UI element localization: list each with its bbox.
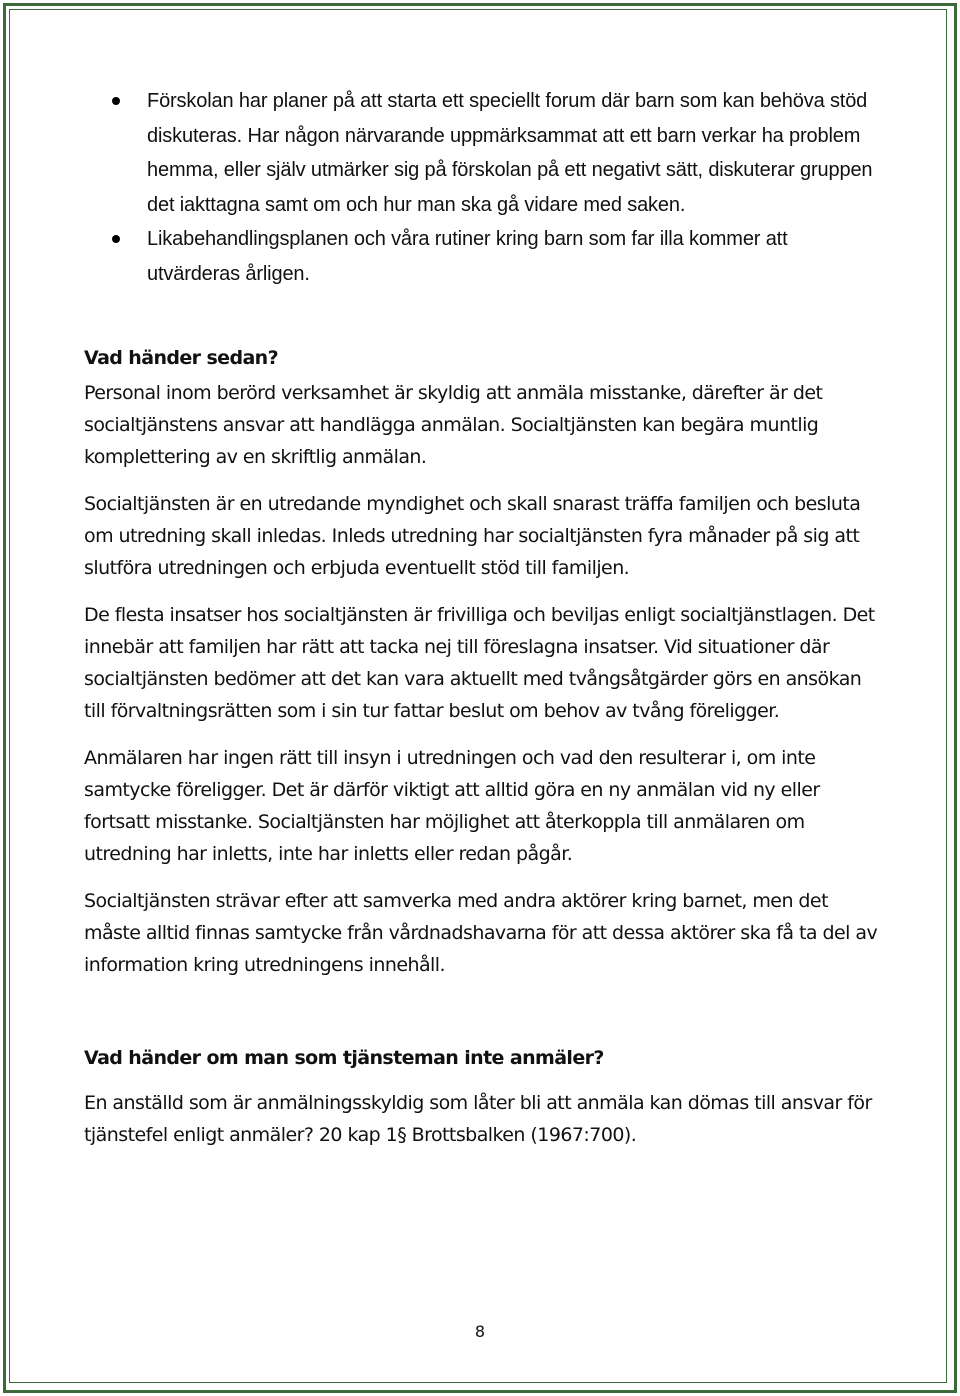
section-what-happens <box>84 343 884 981</box>
paragraph: De flesta insatser hos socialtjänsten är frivilliga och beviljas enligt socialtjänstlagen. Det innebär att familjen har rätt att tacka nej till föreslagna insatser. Vid situationer där socialtjänsten bedömer att det kan vara aktuellt med tvångsåtgärder görs en ansökan till förvaltningsrätten som i sin tur fattar beslut om behov av tvång föreligger. <box>84 604 875 722</box>
paragraph: En anställd som är anmälningsskyldig som låter bli att anmäla kan dömas till ansvar för tjänstefel enligt anmäler? 20 kap 1§ Brottsbalken (1967:700). <box>84 1092 872 1146</box>
list-item <box>84 222 884 291</box>
bullet-text: Förskolan har planer på att starta ett speciellt forum där barn som kan behöva stöd diskuteras. Har någon närvarande uppmärksammat att ett barn verkar ha problem hemma, eller själv utmärker sig på förskolan på ett negativt sätt, diskuterar gruppen det iakttagna samt om och hur man ska gå vidare med saken. <box>147 90 873 216</box>
section-not-reporting <box>84 1043 884 1151</box>
bullet-text: Likabehandlingsplanen och våra rutiner kring barn som far illa kommer att utvärderas årligen. <box>147 228 788 285</box>
page-number: 8 <box>474 1322 486 1341</box>
paragraph: Socialtjänsten är en utredande myndighet och skall snarast träffa familjen och besluta om utredning skall inledas. Inleds utredning har socialtjänsten fyra månader på sig att slutföra utredningen och erbjuda eventuellt stöd till familjen. <box>84 493 861 579</box>
paragraph: Anmälaren har ingen rätt till insyn i utredningen och vad den resulterar i, om inte samtycke föreligger. Det är därför viktigt att alltid göra en ny anmälan vid ny eller fortsatt misstanke. Socialtjänsten har möjlighet att återkoppla till anmälaren om utredning har inletts, inte har inletts eller redan pågår. <box>84 747 820 865</box>
paragraph: Socialtjänsten strävar efter att samverka med andra aktörer kring barnet, men det måste alltid finnas samtycke från vårdnadshavarna för att dessa aktörer ska få ta del av information kring utredningens innehåll. <box>84 890 878 976</box>
bullet-list <box>84 84 884 291</box>
page-content <box>84 84 884 1151</box>
bullet-icon <box>112 97 120 105</box>
section-heading: Vad händer sedan? <box>84 347 279 369</box>
list-item <box>84 84 884 222</box>
bullet-icon <box>112 235 120 243</box>
paragraph: Personal inom berörd verksamhet är skyldig att anmäla misstanke, därefter är det socialtjänstens ansvar att handlägga anmälan. Socialtjänsten kan begära muntlig komplettering av en skriftlig anmälan. <box>84 382 823 468</box>
section-heading: Vad händer om man som tjänsteman inte anmäler? <box>84 1047 604 1069</box>
